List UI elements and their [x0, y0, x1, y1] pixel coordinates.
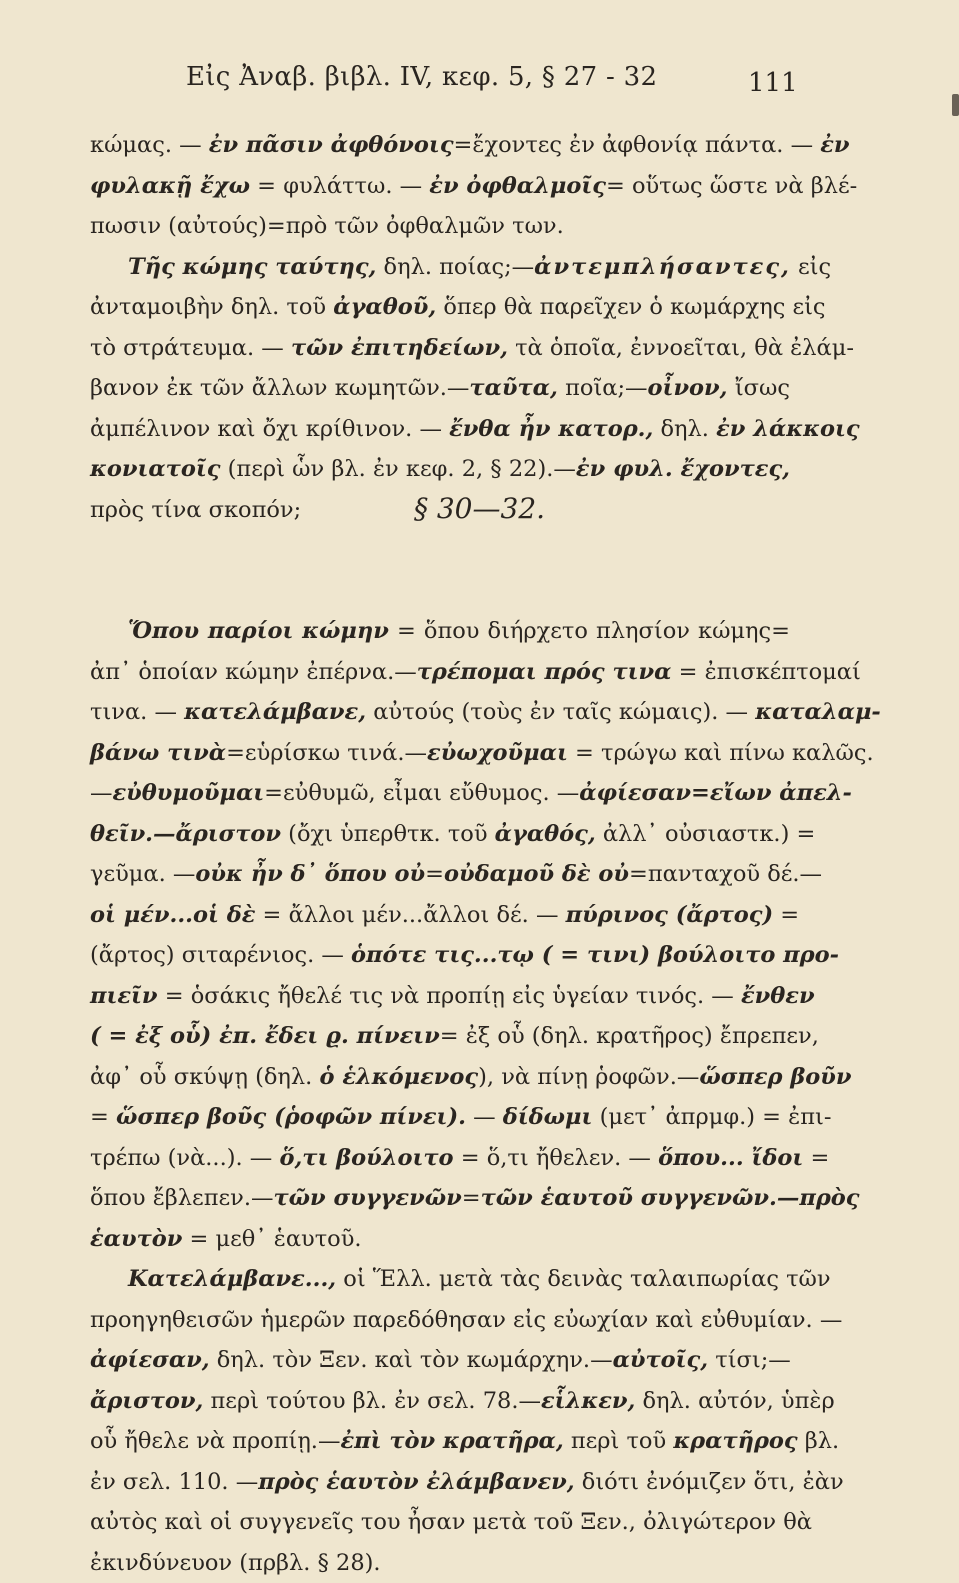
gloss-text: οἱ Ἕλλ. μετὰ τὰς δεινὰς ταλαιπωρίας τῶν: [336, 1266, 830, 1292]
gloss-text: (περὶ ὧν βλ. ἐν κεφ. 2, § 22).—: [220, 456, 576, 482]
gloss-text: τὰ ὁποῖα, ἐννοεῖται, θὰ ἐλάμ-: [508, 335, 854, 361]
gloss-text: ἐκινδύνευον (πρβλ. § 28).: [90, 1550, 381, 1576]
lemma-term: δίδωμι: [503, 1104, 593, 1130]
lemma-term: τῶν ἑαυτοῦ συγγενῶν.—πρὸς: [481, 1185, 860, 1211]
text-line: [90, 125, 790, 166]
gloss-text: κώμας. —: [90, 132, 209, 158]
lemma-term: κρατῆρος: [673, 1428, 797, 1454]
gloss-text: βανον ἐκ τῶν ἄλλων κωμητῶν.—: [90, 375, 469, 401]
lemma-term: ἄριστον,: [90, 1388, 203, 1414]
gloss-text: δηλ.: [653, 416, 716, 442]
lemma-term: οὐκ ἦν δ᾽ ὅπου οὐ: [195, 861, 425, 887]
gloss-text: = μεθ᾽ ἑαυτοῦ.: [182, 1226, 361, 1252]
lemma-term: θεῖν.—ἄριστον: [90, 821, 281, 847]
text-line: [90, 247, 790, 288]
gloss-text: =: [90, 1104, 116, 1130]
lemma-term: καταλαμ-: [755, 699, 881, 725]
lemma-term: ἀντεμπλήσαντες,: [534, 254, 791, 280]
lemma-term: ἀφίεσαν,: [90, 1347, 210, 1373]
text-line: [90, 1543, 790, 1583]
lemma-term: φυλακῇ ἔχω: [90, 173, 250, 199]
gloss-text: τὸ στράτευμα. —: [90, 335, 291, 361]
gloss-text: ), νὰ πίνῃ ῥοφῶν.—: [478, 1064, 699, 1090]
gloss-text: = ἐπισκέπτομαί: [671, 659, 860, 685]
gloss-text: ἀπ᾽ ὁποίαν κώμην ἐπέρνα.—: [90, 659, 417, 685]
lemma-term: ὅπου... ἴδοι: [658, 1145, 803, 1171]
lemma-term: τρέπομαι πρός τινα: [417, 659, 672, 685]
gloss-text: αὐτούς (τοὺς ἐν ταῖς κώμαις). —: [366, 699, 755, 725]
lemma-term: πρὸς ἑαυτὸν ἐλάμβανεν,: [258, 1469, 574, 1495]
lemma-term: ἐν φυλ. ἔχοντες,: [576, 456, 790, 482]
text-line: [90, 166, 790, 207]
lemma-term: ἀγαθοῦ,: [333, 294, 436, 320]
gloss-text: = ὁσάκις ἤθελέ τις νὰ προπίῃ εἰς ὑγείαν τινός. —: [158, 983, 741, 1009]
lemma-term: κονιατοῖς: [90, 456, 220, 482]
lemma-term: ὁ ἑλκόμενος: [319, 1064, 478, 1090]
gloss-text: διότι ἐνόμιζεν ὅτι, ἐὰν: [575, 1469, 844, 1495]
text-line: [90, 1502, 790, 1543]
gloss-text: γεῦμα. —: [90, 861, 195, 887]
text-line: [90, 328, 790, 369]
lemma-term: ἀγαθός,: [495, 821, 596, 847]
lemma-term: τῶν ἐπιτηδείων,: [291, 335, 508, 361]
gloss-text: αὐτὸς καὶ οἱ συγγενεῖς του ἦσαν μετὰ τοῦ Ξεν., ὀλιγώτερον θὰ: [90, 1509, 812, 1535]
gloss-text: (ἄρτος) σιταρένιος. —: [90, 942, 351, 968]
gloss-text: τίσι;—: [708, 1347, 791, 1373]
text-line: [90, 1340, 790, 1381]
lemma-term: ( = ἐξ οὗ) ἐπ. ἔδει ϱ. πίνειν: [90, 1023, 440, 1049]
margin-mark: [952, 94, 959, 116]
section-heading: § 30—32.: [0, 492, 959, 525]
gloss-text: περὶ τούτου βλ. ἐν σελ. 78.—: [203, 1388, 541, 1414]
gloss-text: =: [425, 861, 444, 887]
lemma-term: εἷλκεν,: [541, 1388, 635, 1414]
text-line: [90, 206, 790, 247]
gloss-text: δηλ. τὸν Ξεν. καὶ τὸν κωμάρχην.—: [210, 1347, 613, 1373]
gloss-text: —: [466, 1104, 503, 1130]
lemma-term: ταῦτα,: [469, 375, 557, 401]
lemma-term: πιεῖν: [90, 983, 158, 1009]
text-line: [90, 1138, 790, 1179]
gloss-text: πωσιν (αὐτούς)=πρὸ τῶν ὀφθαλμῶν των.: [90, 213, 564, 239]
lemma-term: τῶν συγγενῶν: [273, 1185, 461, 1211]
lemma-term: βάνω τινὰ: [90, 740, 226, 766]
text-line: [90, 287, 790, 328]
gloss-text: = ὅ,τι ἤθελεν. —: [454, 1145, 659, 1171]
lemma-term: οὐδαμοῦ δὲ οὐ: [444, 861, 629, 887]
lemma-term: ἐν ὀφθαλμοῖς: [429, 173, 606, 199]
lemma-term: ἀφίεσαν=εἴων ἀπελ-: [579, 780, 852, 806]
text-line: [90, 1219, 790, 1260]
lemma-term: κατελάμβανε,: [184, 699, 366, 725]
gloss-text: = τρώγω καὶ πίνω καλῶς.: [568, 740, 874, 766]
lemma-term: ἔνθεν: [741, 983, 815, 1009]
text-line: [90, 733, 790, 774]
gloss-text: δηλ. αὐτόν, ὑπὲρ: [635, 1388, 834, 1414]
lemma-term: ὥσπερ βοῦν: [699, 1064, 851, 1090]
commentary-text: [90, 125, 790, 1583]
page-number: 111: [748, 68, 798, 98]
gloss-text: εἰς: [791, 254, 831, 280]
lemma-term: Κατελάμβανε...,: [128, 1266, 336, 1292]
gloss-text: βλ.: [798, 1428, 840, 1454]
gloss-text: =εὑρίσκω τινά.—: [226, 740, 427, 766]
gloss-text: —: [90, 780, 113, 806]
gloss-text: ποῖα;—: [558, 375, 648, 401]
gloss-text: = ἄλλοι μέν...ἄλλοι δέ. —: [255, 902, 565, 928]
lemma-term: ἔνθα ἦν κατορ.,: [449, 416, 653, 442]
lemma-term: ὁπότε τις...τῳ ( = τινι) βούλοιτο προ-: [351, 942, 839, 968]
text-line: [90, 1381, 790, 1422]
gloss-text: = ἐξ οὗ (δηλ. κρατῆρος) ἔπρεπεν,: [440, 1023, 819, 1049]
gloss-text: προηγηθεισῶν ἡμερῶν παρεδόθησαν εἰς εὐωχίαν καὶ εὐθυμίαν. —: [90, 1307, 842, 1333]
gloss-text: πρὸς τίνα σκοπόν;: [90, 497, 301, 523]
text-line: [90, 976, 790, 1017]
gloss-text: =: [462, 1185, 481, 1211]
text-line: [90, 1057, 790, 1098]
text-line: [90, 449, 790, 490]
gloss-text: ἐν σελ. 110. —: [90, 1469, 258, 1495]
text-line: [90, 854, 790, 895]
lemma-term: ἑαυτὸν: [90, 1226, 182, 1252]
gloss-text: = ὅπου διήρχετο πλησίον κώμης=: [389, 618, 790, 644]
text-line: [90, 692, 790, 733]
blank-line: [90, 571, 790, 612]
lemma-term: πύρινος (ἄρτος): [566, 902, 774, 928]
lemma-term: εὐθυμοῦμαι: [113, 780, 265, 806]
gloss-text: (μετ᾽ ἀπρμφ.) = ἐπι-: [592, 1104, 831, 1130]
gloss-text: ἀμπέλινον καὶ ὄχι κρίθινον. —: [90, 416, 449, 442]
text-line: [90, 490, 790, 531]
gloss-text: (ὄχι ὑπερθτκ. τοῦ: [281, 821, 495, 847]
text-line: [90, 1421, 790, 1462]
lemma-term: Τῆς κώμης ταύτης,: [128, 254, 376, 280]
page-header: [0, 62, 959, 102]
lemma-term: ἐν: [820, 132, 849, 158]
gloss-text: ὅπερ θὰ παρεῖχεν ὁ κωμάρχης εἰς: [436, 294, 825, 320]
text-line: [90, 935, 790, 976]
lemma-term: οἶνον,: [648, 375, 728, 401]
lemma-term: ὅ,τι βούλοιτο: [279, 1145, 453, 1171]
gloss-text: ἴσως: [728, 375, 790, 401]
text-line: [90, 1300, 790, 1341]
gloss-text: δηλ. ποίας;—: [376, 254, 534, 280]
gloss-text: οὗ ἤθελε νὰ προπίῃ.—: [90, 1428, 340, 1454]
text-line: [90, 1259, 790, 1300]
text-line: [90, 773, 790, 814]
text-line: [90, 814, 790, 855]
text-line: [90, 1016, 790, 1057]
gloss-text: ἀφ᾽ οὗ σκύψῃ (δηλ.: [90, 1064, 319, 1090]
text-line: [90, 895, 790, 936]
gloss-text: = φυλάττω. —: [250, 173, 429, 199]
text-line: [90, 1462, 790, 1503]
gloss-text: ὅπου ἔβλεπεν.—: [90, 1185, 273, 1211]
gloss-text: = οὕτως ὥστε νὰ βλέ-: [606, 173, 857, 199]
text-line: [90, 652, 790, 693]
lemma-term: ὥσπερ βοῦς (ῥοφῶν πίνει).: [116, 1104, 466, 1130]
gloss-text: =ἔχοντες ἐν ἀφθονίᾳ πάντα. —: [454, 132, 821, 158]
gloss-text: =πανταχοῦ δέ.—: [629, 861, 822, 887]
gloss-text: =: [773, 902, 799, 928]
running-head: Εἰς Ἀναβ. βιβλ. IV, κεφ. 5, § 27 - 32: [186, 62, 657, 92]
lemma-term: ἐν πᾶσιν ἀφθόνοις: [209, 132, 454, 158]
gloss-text: τρέπω (νὰ...). —: [90, 1145, 279, 1171]
text-line: [90, 368, 790, 409]
lemma-term: ἐν λάκκοις: [716, 416, 860, 442]
lemma-term: ἐπὶ τὸν κρατῆρα,: [340, 1428, 563, 1454]
blank-line: [90, 530, 790, 571]
gloss-text: =: [803, 1145, 829, 1171]
text-line: [90, 1097, 790, 1138]
lemma-term: οἱ μέν...οἱ δὲ: [90, 902, 255, 928]
text-line: [90, 611, 790, 652]
gloss-text: ἀνταμοιβὴν δηλ. τοῦ: [90, 294, 333, 320]
gloss-text: περὶ τοῦ: [564, 1428, 674, 1454]
gloss-text: =εὐθυμῶ, εἶμαι εὔθυμος. —: [264, 780, 579, 806]
gloss-text: τινα. —: [90, 699, 184, 725]
text-line: [90, 1178, 790, 1219]
lemma-term: Ὅπου παρίοι κώμην: [128, 618, 389, 644]
gloss-text: ἀλλ᾽ οὐσιαστκ.) =: [596, 821, 816, 847]
text-line: [90, 409, 790, 450]
lemma-term: αὐτοῖς,: [613, 1347, 709, 1373]
lemma-term: εὐωχοῦμαι: [427, 740, 568, 766]
